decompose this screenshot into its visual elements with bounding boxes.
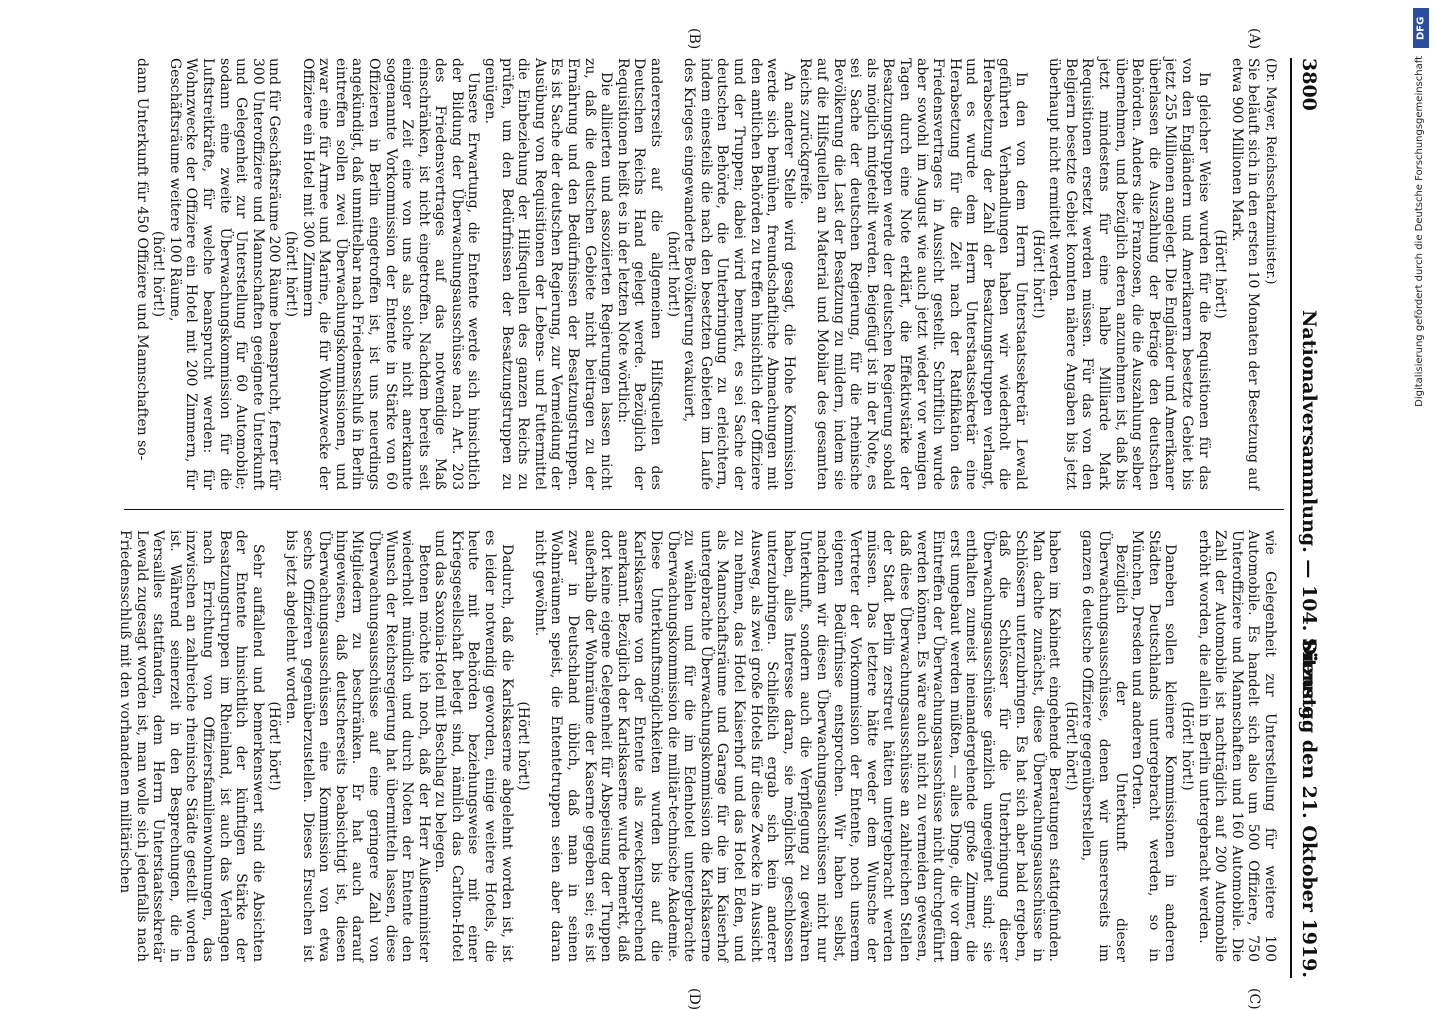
page-number: 3800 xyxy=(1298,58,1320,111)
paragraph: In den von dem Herrn Unterstaatssekretär Lewald geführten Verhandlungen haben wir wiederholt die Herabsetzung der Zahl der Besatzungstruppen verlangt, und es wurde dem Herrn Unterstaatssekretär eine Herabsetzung für die Zeit nach der Ratifikation des Friedensvertrages in Aussicht gestellt. Schriftlich wurde aber sowohl im August wie auch jetzt wieder vor wenigen Tagen durch eine Note erklärt, die Effektivstärke der Besatzungstruppen werde der deutschen Regierung sobald als möglich mitgeteilt werden. Beigefügt ist in der Note, es sei Sache der deutschen Regierung, für die rheinische Bevölkerung die Last der Besatzung zu mildern, indem sie auf die Hilfsquellen an Material und Mobilar des gesamten Reichs zurückgreife. xyxy=(797,58,1030,490)
dfg-credit-strip xyxy=(1410,8,1432,988)
left-column xyxy=(133,58,1278,490)
paragraph: (Dr. Mayer, Reichsschatzminister.) xyxy=(1263,58,1278,285)
paragraph: wie Gelegenheit zur Unterstellung für weitere 100 Automobile. Es handelt sich also um 500 Offiziere, 750 Unteroffiziere und Mannschaften und 160 Automobile. Die Zahl der Automobile ist nachträglich auf 200 Automobile erhöht worden, die allein in Berlin untergebracht werden. xyxy=(1195,530,1278,962)
paragraph: und für Geschäftsräume 200 Räume beansprucht, ferner für 300 Unteroffiziere und Mannschaften geeignete Unterkunft und Gelegenheit zur Unterstellung für 60 Automobile; sodann eine zweite Überwachungskommission für die Luftstreitkräfte, für welche beansprucht werden: für Wohnzwecke der Offiziere ein Hotel mit 200 Zimmern, für Geschäftsräume weitere 100 Räume, xyxy=(166,58,283,490)
page-title: Nationalversammlung. — 104. Sitzung. xyxy=(1298,310,1320,726)
interjection: (Hört! hört!) xyxy=(515,701,532,791)
page-header xyxy=(1290,58,1322,978)
dfg-credit-text: Digitalisierung gefördert durch die Deutsche Forschungsgemeinschaft xyxy=(1414,56,1425,407)
side-letter-a: (A) xyxy=(1246,28,1262,50)
side-letter-c: (C) xyxy=(1246,988,1262,1010)
paragraph: andererseits auf die allgemeinen Hilfsquellen des Deutschen Reichs Hand gelegt werde. Bezüglich der Requisitionen heißt es in der letzten Note wörtlich: xyxy=(614,58,665,490)
interjection: (hört! hört!) xyxy=(282,230,299,318)
interjection: (Hört! hört!) xyxy=(266,701,283,791)
paragraph: Dadurch, daß die Karlskaserne abgelehnt worden ist, ist es leider notwendig geworden, einige weitere Hotels, die heute mit Behörden beziehungsweise mit einer Kriegsgesellschaft belegt sind, nämlich das Carlton-Hotel und das Saxonia-Hotel mit Beschlag zu belegen. xyxy=(432,530,515,962)
interjection: (hört! hört!) xyxy=(150,230,167,318)
dfg-logo: DFG xyxy=(1413,8,1429,48)
page-date: Dienstag den 21. Oktober 1919. xyxy=(1298,638,1320,978)
side-letter-b: (B) xyxy=(686,28,702,50)
paragraph: haben im Kabinett eingehende Beratungen stattgefunden. Man dachte zunächst, diese Überwachungsausschüsse in Schlössern unterzubringen. Es hat sich aber bald ergeben, daß die Schlösser für die Unterbringung dieser Überwachungsausschüsse gänzlich ungeeignet sind; sie enthalten zumeist ineinandergehende große Zimmer, die erst umgebaut werden müßten, — alles Dinge, die vor dem Eintreffen der Überwachungsausschüsse nicht durchgeführt werden können. Es wäre auch nicht zu vermeiden gewesen, daß diese Überwachungsausschüsse an zahlreichen Stellen der Stadt Berlin zerstreut hätten untergebracht werden müssen. Das letztere hätte weder dem Wunsche der Vertreter der Vorkommission der Entente, noch unserem eigenen Bedürfnisse entsprochen. Wir haben selbst, nachdem wir diesen Überwachungsausschüssen nicht nur Unterkunft, sondern auch die Verpflegung zu gewähren haben, alles Interesse daran, sie möglichst geschlossen unterzubringen. Schließlich ergab sich kein anderer Ausweg, als zwei große Hotels für diese Zwecke in Aussicht zu nehmen, das Hotel Kaiserhof und das Hotel Eden, und als Mannschaftsräume und Garage für die im Kaiserhof untergebrachte Überwachungskommission die Karlskaserne zu wählen und für die im Edenhotel untergebrachte Überwachungskommission die militär-technische Akademie. Diese Unterkunftsmöglichkeiten wurden bis auf die Karlskaserne von der Entente als zweckentsprechend anerkannt. Bezüglich der Karlskaserne wurde bemerkt, daß dort keine eigene Gelegenheit für Abspeisung der Truppen außerhalb der Wohnräume der Kaserne gegeben sei; es ist zwar in Deutschland üblich, daß man in seinen Wohnräumen speist, die Ententetruppen seien aber daran nicht gewöhnt. xyxy=(531,530,1063,962)
paragraph: Sie beläuft sich in den ersten 10 Monaten der Besetzung auf etwa 900 Millionen Mark. xyxy=(1228,58,1262,490)
interjection: (Hört! hört!) xyxy=(1212,229,1229,319)
paragraph: Sehr auffallend und bemerkenswert sind die Absichten der Entente hinsichtlich der künftigen Stärke der Besatzungstruppen im Rheinland, ist auch das Verlangen nach Errichtung von Offiziersfamilienwohnungen, das inzwischen an zahlreiche rheinische Städte gestellt worden ist. Während seinerzeit in den Besprechungen, die in Versailles stattfanden, dem Herrn Unterstaatssekretär Lewald zugesagt worden ist, man wolle sich jedenfalls nach Friedensschluß mit den vorhandenen militärischen xyxy=(117,530,266,962)
column-divider xyxy=(124,509,1284,510)
paragraph: Bezüglich der Unterkunft dieser Überwachungsausschüsse, denen wir unsererseits im ganzen 6 deutsche Offiziere gegenüberstellen, xyxy=(1079,530,1129,962)
side-letter-d: (D) xyxy=(686,988,702,1010)
paragraph: In gleicher Weise wurden für die Requisitionen für das von den Engländern und Amerikanern besetzte Gebiet bis jetzt 255 Millionen angelegt. Die Engländer und Amerikaner überlassen die Auszahlung der Beträge den deutschen Behörden. Anders die Franzosen, die die Auszahlung selber übernehmen, und bezüglich deren anzunehmen ist, daß bis jetzt mindestens für eine halbe Milliarde Mark Requisitionen ersetzt werden müssen. Für das von den Belgiern besetzte Gebiet konnten nähere Angaben bis jetzt überhaupt nicht ermittelt werden. xyxy=(1046,58,1212,490)
paragraph: An anderer Stelle wird gesagt, die Hohe Kommission werde sich bemühen, freundschaftliche Abmachungen mit den amtlichen Behörden zu treffen hinsichtlich der Offiziere und der Truppen; dabei wird bemerkt, es sei Sache der deutschen Behörde, die Unterbringung zu erleichtern, indem einesteils die nach den besetzten Gebieten im Laufe des Krieges eingewanderte Bevölkerung evakuiert, xyxy=(681,58,797,490)
interjection: (Hört! hört!) xyxy=(1062,701,1079,791)
interjection: (Hört! hört!) xyxy=(1029,229,1046,319)
paragraph: Die alliierten und assoziierten Regierungen lassen nicht zu, daß die deutschen Gebiete nicht beitragen zu der Ernährung und den Bedürfnissen der Besatzungstruppen. Es ist Sache der deutschen Regierung, zur Vermeidung der Ausübung von Requisitionen der Lebens- und Futtermittel die Einbeziehung der Hilfsquellen des ganzen Reichs zu prüfen, um den Bedürfnissen der Besatzungstruppen zu genügen. xyxy=(482,58,615,490)
newspaper-page xyxy=(102,28,1322,1010)
paragraph: Betonen möchte ich noch, daß der Herr Außenminister wiederholt mündlich und durch Noten der Entente den Wunsch der Reichsregierung hat übermitteln lassen, diese Überwachungsausschüsse auf eine geringere Zahl von Mitgliedern zu beschränken. Er hat auch darauf hingewiesen, daß deutscherseits beabsichtigt ist, diesen Überwachungsausschüssen eine Kommission von etwa sechs Offizieren gegenüberzustellen. Dieses Ersuchen ist bis jetzt abgelehnt worden. xyxy=(282,530,432,962)
paragraph: dann Unterkunft für 450 Offiziere und Mannschaften so- xyxy=(133,58,150,461)
interjection: (hört! hört!) xyxy=(664,230,681,318)
interjection: (Hört! hört!) xyxy=(1179,701,1196,791)
paragraph: Daneben sollen kleinere Kommissionen in anderen Städten Deutschlands untergebracht werden, so in München, Dresden und anderen Orten. xyxy=(1129,530,1179,962)
paragraph: Unsere Erwartung, die Entente werde sich hinsichtlich der Bildung der Überwachungsausschüsse nach Art. 203 des Friedensvertrages auf das notwendige Maß einschränken, ist nicht eingetroffen. Nachdem bereits seit einiger Zeit eine von uns als solche nicht anerkannte sogenannte Vorkommission der Entente in Stärke von 60 Offizieren in Berlin eingetroffen ist, ist uns neuerdings angekündigt, daß unmittelbar nach Friedensschluß in Berlin eintreffen sollen zwei Überwachungskommissionen, und zwar eine für Armee und Marine, die für Wohnzwecke der Offiziere ein Hotel mit 300 Zimmern xyxy=(299,58,482,490)
right-column xyxy=(117,530,1278,962)
